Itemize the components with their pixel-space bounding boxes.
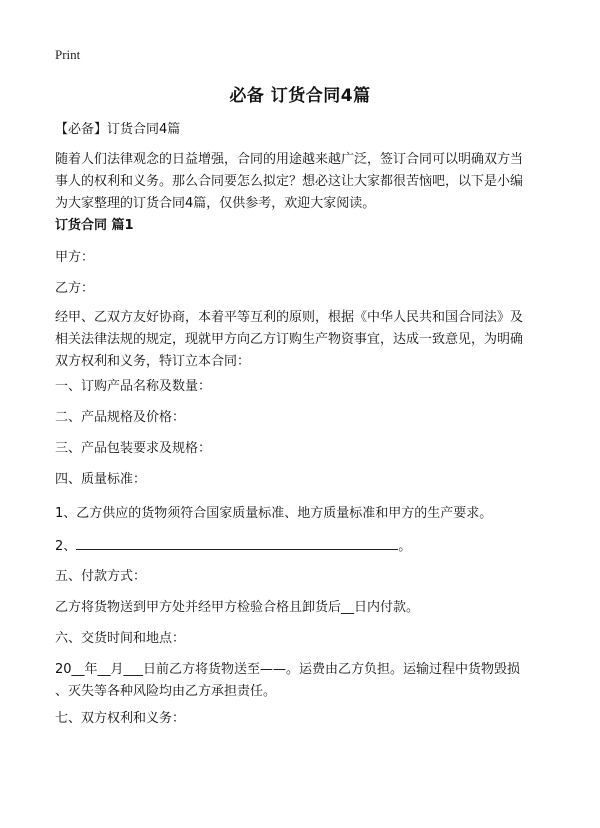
- quality-item-2-suffix: 。: [398, 539, 412, 554]
- intro-paragraph: [55, 149, 560, 215]
- preamble-paragraph: [55, 307, 560, 373]
- clause-delivery: 六、交货时间和地点：: [55, 631, 186, 646]
- clause-quality: 四、质量标准：: [55, 472, 147, 487]
- party-b-label: 乙方：: [55, 281, 95, 296]
- delivery-line: 、灭失等各种风险均由乙方承担责任。: [55, 684, 277, 699]
- preamble-line: 相关法律法规的规定，现就甲方向乙方订购生产物资事宜，达成一致意见，为明确: [55, 332, 524, 347]
- clause-payment: 五、付款方式：: [55, 569, 147, 584]
- intro-line: 事人的权利和义务。那么合同要怎么拟定？想必这让大家都很苦恼吧，以下是小编: [55, 174, 524, 189]
- preamble-line: 经甲、乙双方友好协商，本着平等互利的原则，根据《中华人民共和国合同法》及: [55, 310, 524, 325]
- section-heading: 订货合同 篇1: [55, 218, 134, 233]
- quality-item-1: 1、乙方供应的货物须符合国家质量标准、地方质量标准和甲方的生产要求。: [55, 506, 493, 521]
- clause-product-spec: 二、产品规格及价格：: [55, 410, 186, 425]
- delivery-paragraph: [55, 659, 560, 703]
- intro-line: 随着人们法律观念的日益增强，合同的用途越来越广泛，签订合同可以明确双方当: [55, 152, 524, 167]
- clause-packaging: 三、产品包装要求及规格：: [55, 441, 212, 456]
- quality-item-2-prefix: 2、: [55, 539, 77, 554]
- delivery-line: 20__年__月___日前乙方将货物送至——。运费由乙方负担。运输过程中货物毁损: [55, 662, 521, 677]
- fill-in-blank: [76, 535, 398, 550]
- intro-line: 为大家整理的订货合同4篇，仅供参考，欢迎大家阅读。: [55, 196, 376, 211]
- preamble-line: 双方权利和义务，特订立本合同：: [55, 354, 251, 369]
- tag-line: 【必备】订货合同4篇: [55, 122, 181, 137]
- print-label[interactable]: Print: [55, 47, 81, 62]
- document-title: 必备 订货合同4篇: [229, 86, 371, 106]
- payment-text: 乙方将货物送到甲方处并经甲方检验合格且卸货后__日内付款。: [55, 600, 420, 615]
- clause-product-name: 一、订购产品名称及数量：: [55, 379, 212, 394]
- party-a-label: 甲方：: [55, 250, 95, 265]
- clause-rights: 七、双方权利和义务：: [55, 711, 186, 726]
- quality-item-2: [55, 535, 560, 558]
